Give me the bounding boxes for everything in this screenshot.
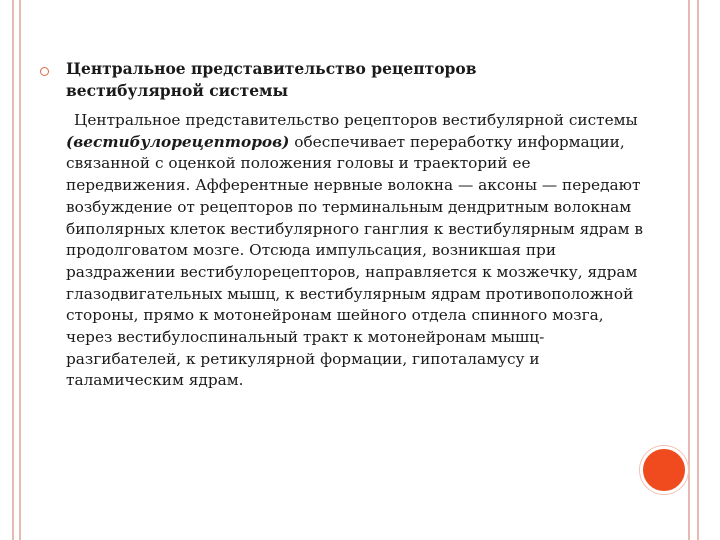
left-frame-border xyxy=(12,0,21,540)
body-text-part1: Центральное представительство рецепторов вестибулярной системы xyxy=(74,111,638,129)
body-text-emphasis: (вестибулорецепторов) xyxy=(66,132,290,151)
orange-circle-icon xyxy=(640,446,688,494)
bullet-icon xyxy=(40,67,49,76)
body-text-part2: обеспечивает переработку информации, связанной с оценкой положения головы и траекторий ее передвижения. Афферентные нервные волокна — аксоны — передают возбуждение от рецепторов по терминальным дендритным волокнам биполярных клеток вестибулярного ганглия к вестибулярным ядрам в продолговатом мозге. Отсюда импульсация, возникшая при раздражении вестибулорецепторов, направляется к мозжечку, ядрам глазодвигательных мышц, к вестибулярным ядрам противоположной стороны, прямо к мотонейронам шейного отдела спинного мозга, через вестибулоспинальный тракт к мотонейронам мышц-разгибателей, к ретикулярной формации, гипоталамусу и таламическим ядрам. xyxy=(66,132,643,390)
slide-title: Центральное представительство рецепторов вестибулярной системы xyxy=(66,59,477,100)
slide-body-text xyxy=(66,110,646,392)
right-frame-border xyxy=(688,0,699,540)
